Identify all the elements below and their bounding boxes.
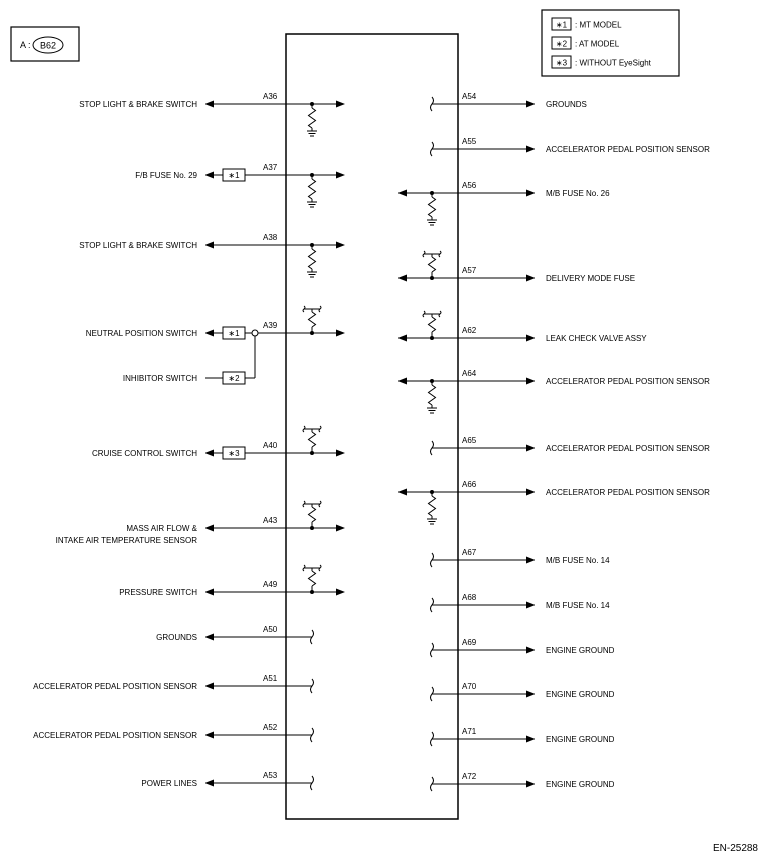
pin-a38 [79,233,345,277]
resistor [309,108,316,128]
legend-mark: ∗2 [555,39,568,49]
arrowhead [205,780,214,787]
legend-mark: ∗1 [555,20,568,30]
pin-a39 [86,306,345,339]
arrowhead [526,378,535,385]
arrowhead [205,172,214,179]
legend-item-2 [552,37,620,49]
legend-text: : MT MODEL [575,20,622,30]
control-module-body [286,34,458,819]
arrowhead [526,445,535,452]
pin-a36 [79,92,345,136]
figure-id: EN-25288 [712,843,758,854]
arrowhead [526,647,535,654]
pin-number: A36 [263,92,278,101]
signal-label: STOP LIGHT & BRAKE SWITCH [79,241,197,250]
arrowhead [336,330,345,337]
branch-inhibitor-switch [123,336,255,384]
arrowhead [205,634,214,641]
signal-label: LEAK CHECK VALVE ASSY [546,334,647,343]
pin-number: A49 [263,580,278,589]
connector-reference [11,27,79,61]
legend [542,10,679,76]
legend-text: : WITHOUT EyeSight [575,58,651,68]
pin-number: A43 [263,516,278,525]
arrowhead [526,602,535,609]
arrowhead [526,781,535,788]
arrowhead [205,450,214,457]
note-mark: ∗3 [228,449,240,458]
pin-a66 [398,480,710,524]
signal-label: MASS AIR FLOW & [126,524,197,533]
arrowhead [526,190,535,197]
arrowhead [526,691,535,698]
arrowhead [526,335,535,342]
pin-number: A38 [263,233,278,242]
pin-number: A50 [263,625,278,634]
note-mark: ∗2 [228,374,240,383]
pin-number: A57 [462,266,477,275]
signal-label: M/B FUSE No. 14 [546,601,610,610]
pin-number: A71 [462,727,477,736]
arrowhead [526,557,535,564]
pin-number: A69 [462,638,477,647]
signal-label: INHIBITOR SWITCH [122,374,197,383]
signal-label: DELIVERY MODE FUSE [546,274,636,283]
signal-label: M/B FUSE No. 14 [546,556,610,565]
pin-a40 [92,426,345,459]
arrowhead [336,101,345,108]
signal-label: GROUNDS [546,100,587,109]
arrowhead [336,242,345,249]
pin-number: A62 [462,326,477,335]
signal-label: ENGINE GROUND [546,780,615,789]
arrowhead [336,450,345,457]
pin-number: A66 [462,480,477,489]
resistor [309,571,316,586]
arrowhead [205,101,214,108]
connector-prefix: A : [20,40,31,50]
resistor [429,317,436,332]
arrowhead [205,242,214,249]
pin-number: A67 [462,548,477,557]
arrowhead [398,378,407,385]
left-pin-group [33,92,345,790]
signal-label: ACCELERATOR PEDAL POSITION SENSOR [546,145,710,154]
resistor [429,496,436,516]
resistor [309,179,316,199]
signal-label: GROUNDS [156,633,197,642]
pin-a52 [33,723,313,742]
arrowhead [398,489,407,496]
legend-mark: ∗3 [555,58,568,68]
arrowhead [526,101,535,108]
pin-number: A64 [462,369,477,378]
resistor [429,385,436,405]
signal-label: F/B FUSE No. 29 [135,171,197,180]
signal-label: ACCELERATOR PEDAL POSITION SENSOR [546,444,710,453]
pin-number: A39 [263,321,278,330]
resistor [429,257,436,272]
arrowhead [205,525,214,532]
arrowhead [398,190,407,197]
resistor [309,312,316,327]
pin-number: A65 [462,436,477,445]
arrowhead [526,736,535,743]
signal-label: POWER LINES [141,779,197,788]
pin-number: A55 [462,137,477,146]
pin-a65 [431,436,711,455]
signal-label: ACCELERATOR PEDAL POSITION SENSOR [546,377,710,386]
resistor [309,507,316,522]
right-pin-group [398,92,710,791]
resistor [429,197,436,217]
signal-label: ENGINE GROUND [546,690,615,699]
signal-label: INTAKE AIR TEMPERATURE SENSOR [55,536,197,545]
pin-number: A37 [263,163,278,172]
signal-label: PRESSURE SWITCH [119,588,197,597]
pin-a55 [431,137,711,156]
arrowhead [205,330,214,337]
note-mark: ∗1 [228,171,240,180]
pin-a57 [398,251,635,283]
arrowhead [526,489,535,496]
pin-number: A56 [462,181,477,190]
pin-number: A72 [462,772,477,781]
legend-text: : AT MODEL [575,39,620,49]
resistor [309,432,316,447]
pin-number: A52 [263,723,278,732]
arrowhead [336,589,345,596]
arrowhead [336,525,345,532]
pin-number: A68 [462,593,477,602]
arrowhead [205,732,214,739]
pin-a50 [156,625,313,644]
arrowhead [526,146,535,153]
pin-number: A54 [462,92,477,101]
arrowhead [205,589,214,596]
pin-a56 [398,181,610,225]
pin-number: A40 [263,441,278,450]
note-mark: ∗1 [228,329,240,338]
signal-label: ENGINE GROUND [546,646,615,655]
signal-label: ACCELERATOR PEDAL POSITION SENSOR [33,731,197,740]
pin-number: A70 [462,682,477,691]
pin-a43 [56,501,345,545]
legend-item-3 [552,56,652,68]
signal-label: NEUTRAL POSITION SWITCH [85,329,197,338]
arrowhead [398,335,407,342]
signal-label: ACCELERATOR PEDAL POSITION SENSOR [33,682,197,691]
arrowhead [205,683,214,690]
pin-number: A51 [263,674,278,683]
pin-a53 [141,771,313,790]
signal-label: M/B FUSE No. 26 [546,189,610,198]
splice-point [252,330,258,336]
arrowhead [336,172,345,179]
arrowhead [526,275,535,282]
pin-a51 [33,674,313,693]
pin-a37 [135,163,345,207]
pin-a49 [119,565,345,597]
pin-a54 [431,92,587,111]
legend-item-1 [552,18,622,30]
signal-label: CRUISE CONTROL SWITCH [91,449,197,458]
arrowhead [398,275,407,282]
resistor [309,249,316,269]
connector-id: B62 [39,40,57,51]
pin-number: A53 [263,771,278,780]
pin-a62 [398,311,647,343]
signal-label: STOP LIGHT & BRAKE SWITCH [79,100,197,109]
pin-a64 [398,369,710,413]
signal-label: ENGINE GROUND [546,735,615,744]
signal-label: ACCELERATOR PEDAL POSITION SENSOR [546,488,710,497]
